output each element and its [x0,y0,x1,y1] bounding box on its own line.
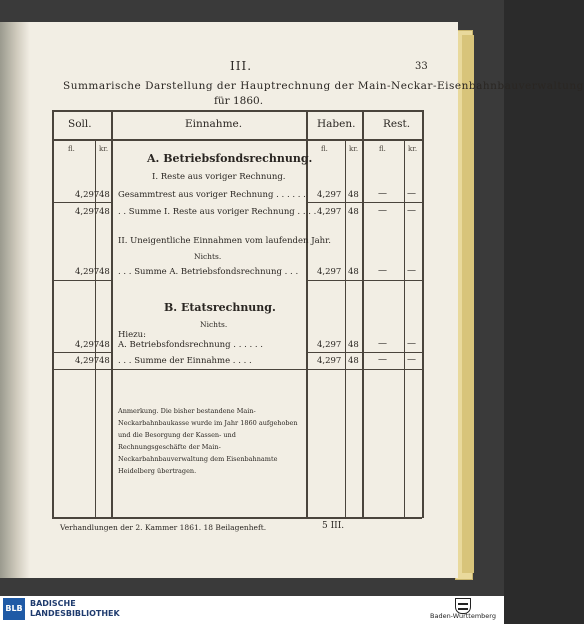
unit-kr: kr. [349,145,359,153]
table-cell: — [378,266,387,276]
table-row-label: . . Summe I. Reste aus voriger Rechnung . . . . [118,207,317,217]
table-cell: 4,297 [75,356,100,366]
row-rule [306,352,422,353]
state-name[interactable]: Baden-Württemberg [430,612,496,620]
table-cell: 48 [348,267,359,277]
table-cell: 48 [348,356,359,366]
table-cell: 48 [99,207,110,217]
unit-fl: fl. [379,145,386,153]
library-name-line1: BADISCHE [30,599,76,608]
table-cell: 48 [99,190,110,200]
table-cell: 48 [348,340,359,350]
addition-label: Hiezu: [118,330,146,340]
table-rule [422,110,424,518]
table-rule [111,110,113,518]
footer-source: Verhandlungen der 2. Kammer 1861. 18 Beilagenheft. [60,523,267,532]
subsection-title: II. Uneigentliche Einnahmen vom laufenden Jahr. [118,236,331,246]
unit-kr: kr. [99,145,109,153]
column-header-einnahme: Einnahme. [185,118,243,130]
table-cell: 4,297 [317,190,342,200]
table-cell: 48 [348,207,359,217]
page-edge [462,35,474,573]
nothing-entry: Nichts. [194,252,222,261]
table-cell: 4,297 [75,207,100,217]
table-cell: 4,297 [317,267,342,277]
table-row-label: . . . Summe der Einnahme . . . . [118,356,252,366]
subsection-title: I. Reste aus voriger Rechnung. [152,172,286,182]
row-rule [52,202,112,203]
table-row-label: . . . Summe A. Betriebsfondsrechnung . . . [118,267,299,277]
table-cell: 48 [99,356,110,366]
row-rule [306,280,422,281]
table-cell: — [378,339,387,349]
table-cell: — [407,206,416,216]
page-title: Summarische Darstellung der Hauptrechnung der Main-Neckar-Eisenbahnbauverwaltung [63,80,584,92]
nothing-entry: Nichts. [200,320,228,329]
book-binding-shadow [0,22,30,578]
table-rule [52,110,54,518]
table-rule [52,110,422,112]
footnote-anmerkung: Anmerkung. Die bisher bestandene Main-Neckarbahnbaukasse wurde im Jahr 1860 aufgehoben und die Besorgung der Kassen- und Rechnungsgeschäfte der Main-Neckarbahnbauverwaltung dem Eisenbahnamte Heidelberg übertragen. [118,407,298,475]
row-rule [52,280,112,281]
unit-kr: kr. [408,145,418,153]
table-rule [404,139,405,517]
table-cell: — [378,355,387,365]
column-header-haben: Haben. [317,118,356,130]
table-cell: — [378,189,387,199]
row-rule [306,202,422,203]
table-cell: 4,297 [75,267,100,277]
unit-fl: fl. [321,145,328,153]
row-rule [52,352,112,353]
column-header-soll: Soll. [68,118,92,130]
table-rule [345,139,346,517]
table-cell: 4,297 [317,356,342,366]
footer-signature: 5 III. [322,521,345,531]
library-name-line2: LANDESBIBLIOTHEK [30,609,120,618]
table-rule [306,110,308,518]
table-rule [52,517,422,519]
table-cell: 4,297 [317,207,342,217]
page-title-year: für 1860. [214,95,264,107]
table-cell: 48 [348,190,359,200]
library-name[interactable] [30,599,120,619]
table-rule [362,110,364,518]
page-section: III. [230,59,253,73]
blb-logo[interactable]: BLB [3,598,25,620]
column-header-rest: Rest. [383,118,411,130]
table-cell: — [407,189,416,199]
table-cell: — [407,355,416,365]
table-cell: 48 [99,267,110,277]
table-cell: — [378,206,387,216]
unit-fl: fl. [68,145,75,153]
table-cell: 48 [99,340,110,350]
table-cell: 4,297 [75,190,100,200]
table-row-label: A. Betriebsfondsrechnung . . . . . . [118,340,264,350]
table-cell: — [407,266,416,276]
section-title-b: B. Etatsrechnung. [164,301,276,314]
section-title-a: A. Betriebsfondsrechnung. [147,152,313,165]
row-rule [52,369,422,370]
page-number: 33 [415,61,428,72]
table-cell: — [407,339,416,349]
table-cell: 4,297 [317,340,342,350]
table-cell: 4,297 [75,340,100,350]
table-rule [52,139,422,141]
table-row-label: Gesammtrest aus voriger Rechnung . . . . . . [118,190,306,200]
